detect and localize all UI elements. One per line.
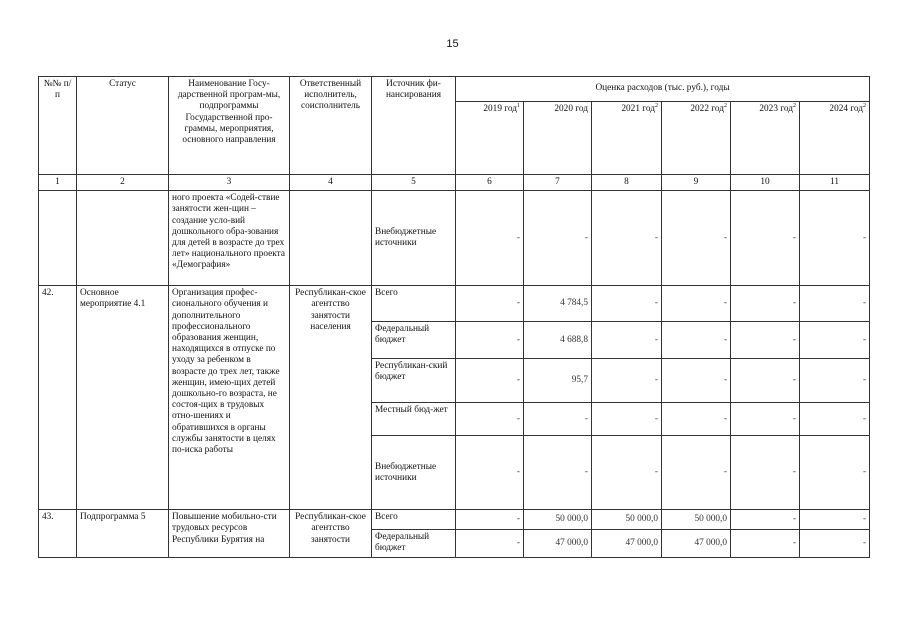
cell-executor: Республикан-ское агентство занятости населения bbox=[290, 286, 372, 510]
cell-value: - bbox=[800, 510, 870, 530]
cell-value: 95,7 bbox=[524, 359, 592, 403]
cell-value: - bbox=[456, 403, 524, 436]
cell-value: - bbox=[662, 286, 731, 322]
cell-value: 47 000,0 bbox=[662, 530, 731, 557]
header-cost-group: Оценка расходов (тыс. руб.), годы bbox=[456, 77, 870, 102]
cell-value: - bbox=[592, 359, 662, 403]
cell-value: - bbox=[731, 322, 800, 359]
cell-value: - bbox=[456, 436, 524, 510]
header-year-2024: 2024 год$^2$ bbox=[800, 102, 870, 175]
cell-source: Местный бюд-жет bbox=[372, 403, 456, 436]
cell-value: - bbox=[800, 403, 870, 436]
cell-name: Организация профес-сионального обучения и дополнительного профессионального образования женщин, находящихся в отпуске по уходу за ребенком в возрасте до трех лет, также женщин, имею-щих детей дошкольно-го возраста, не состоя-щих в трудовых отно-шениях и обратившихся в органы службы занятости в целях по-иска работы bbox=[169, 286, 290, 510]
header-year-2023: 2023 год$^2$ bbox=[731, 102, 800, 175]
cell-value: - bbox=[456, 191, 524, 286]
cell-value: - bbox=[731, 510, 800, 530]
cell-executor bbox=[290, 191, 372, 286]
cell-value: - bbox=[456, 322, 524, 359]
cell-value: - bbox=[524, 403, 592, 436]
cell-num: 42. bbox=[39, 286, 77, 510]
cell-source: Внебюджетные источники bbox=[372, 191, 456, 286]
cell-num: 43. bbox=[39, 510, 77, 557]
cell-source: Федеральный бюджет bbox=[372, 530, 456, 557]
cell-value: 47 000,0 bbox=[524, 530, 592, 557]
cell-name: ного проекта «Содей-ствие занятости жен-щин – создание усло-вий дошкольного обра-зования для детей в возрасте до трех лет» национального проекта «Демография» bbox=[169, 191, 290, 286]
column-number: 4 bbox=[290, 175, 372, 191]
header-executor: Ответственный исполнитель, соисполнитель bbox=[290, 77, 372, 175]
column-number: 11 bbox=[800, 175, 870, 191]
header-source: Источник фи-нансирования bbox=[372, 77, 456, 175]
cell-value: - bbox=[731, 359, 800, 403]
cell-num bbox=[39, 191, 77, 286]
column-number: 1 bbox=[39, 175, 77, 191]
cell-value: - bbox=[592, 286, 662, 322]
column-number: 10 bbox=[731, 175, 800, 191]
cell-value: - bbox=[731, 436, 800, 510]
cell-value: - bbox=[800, 359, 870, 403]
column-number: 9 bbox=[662, 175, 731, 191]
cell-value: - bbox=[800, 530, 870, 557]
header-status: Статус bbox=[77, 77, 169, 175]
cell-value: - bbox=[731, 403, 800, 436]
cell-status: Подпрограмма 5 bbox=[77, 510, 169, 557]
cell-value: 50 000,0 bbox=[592, 510, 662, 530]
cell-value: - bbox=[800, 286, 870, 322]
cell-value: - bbox=[456, 530, 524, 557]
column-number-row bbox=[39, 175, 870, 191]
cell-value: - bbox=[592, 191, 662, 286]
table-row bbox=[39, 191, 870, 286]
column-number: 7 bbox=[524, 175, 592, 191]
cell-value: - bbox=[592, 322, 662, 359]
cell-value: 50 000,0 bbox=[662, 510, 731, 530]
cell-value: 50 000,0 bbox=[524, 510, 592, 530]
cell-status bbox=[77, 191, 169, 286]
table-row bbox=[39, 510, 870, 530]
cell-executor: Республикан-ское агентство занятости bbox=[290, 510, 372, 557]
cell-value: - bbox=[524, 436, 592, 510]
header-year-2022: 2022 год$^2$ bbox=[662, 102, 731, 175]
cell-value: - bbox=[524, 191, 592, 286]
cell-value: - bbox=[800, 322, 870, 359]
cell-value: 4 688,8 bbox=[524, 322, 592, 359]
expenditure-table bbox=[38, 76, 870, 558]
cell-value: - bbox=[731, 530, 800, 557]
cell-value: 4 784,5 bbox=[524, 286, 592, 322]
cell-source: Республикан-ский бюджет bbox=[372, 359, 456, 403]
cell-value: - bbox=[456, 286, 524, 322]
cell-value: - bbox=[456, 510, 524, 530]
cell-value: - bbox=[662, 403, 731, 436]
cell-value: - bbox=[592, 436, 662, 510]
cell-value: 47 000,0 bbox=[592, 530, 662, 557]
cell-value: - bbox=[456, 359, 524, 403]
cell-value: - bbox=[800, 191, 870, 286]
cell-value: - bbox=[731, 191, 800, 286]
header-year-2020: 2020 год bbox=[524, 102, 592, 175]
cell-status: Основное мероприятие 4.1 bbox=[77, 286, 169, 510]
cell-value: - bbox=[662, 191, 731, 286]
header-year-2019: 2019 год$^1$ bbox=[456, 102, 524, 175]
cell-value: - bbox=[731, 286, 800, 322]
cell-source: Внебюджетные источники bbox=[372, 436, 456, 510]
column-number: 3 bbox=[169, 175, 290, 191]
cell-value: - bbox=[662, 322, 731, 359]
page-number: 15 bbox=[446, 38, 459, 50]
cell-value: - bbox=[662, 436, 731, 510]
column-number: 6 bbox=[456, 175, 524, 191]
column-number: 2 bbox=[77, 175, 169, 191]
cell-value: - bbox=[800, 436, 870, 510]
column-number: 5 bbox=[372, 175, 456, 191]
cell-source: Всего bbox=[372, 286, 456, 322]
cell-value: - bbox=[662, 359, 731, 403]
cell-source: Всего bbox=[372, 510, 456, 530]
table-row bbox=[39, 286, 870, 322]
header-name: Наименование Госу-дарственной програм-мы, подпрограммы Государственной про-граммы, мероприятия, основного направления bbox=[169, 77, 290, 175]
cell-source: Федеральный бюджет bbox=[372, 322, 456, 359]
header-num: №№ п/п bbox=[39, 77, 77, 175]
header-year-2021: 2021 год$^2$ bbox=[592, 102, 662, 175]
cell-name: Повышение мобильно-сти трудовых ресурсов Республики Бурятия на bbox=[169, 510, 290, 557]
cell-value: - bbox=[592, 403, 662, 436]
column-number: 8 bbox=[592, 175, 662, 191]
